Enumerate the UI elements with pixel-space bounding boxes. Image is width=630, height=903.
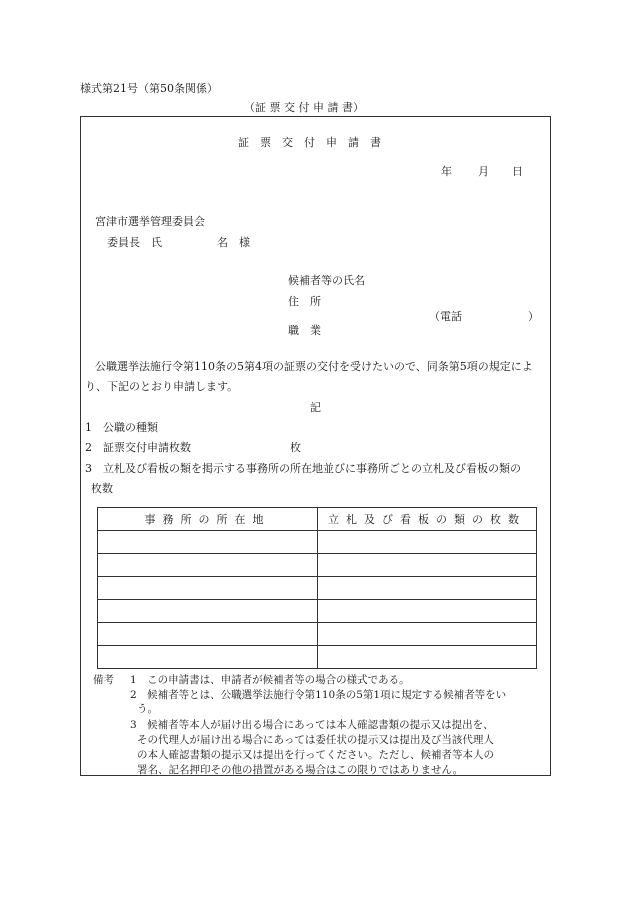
- item-1: 1 公職の種類: [85, 421, 158, 434]
- applicant-phone: （電話 ）: [429, 310, 539, 323]
- table-cell-count[interactable]: [318, 623, 537, 646]
- table-cell-location[interactable]: [98, 600, 318, 623]
- addressee-person: 委員長 氏 名 様: [107, 236, 250, 249]
- note-3-line-3: の本人確認書類の提示又は提出を行ってください。ただし、候補者等本人の: [137, 749, 494, 761]
- date-day: 日: [512, 165, 523, 178]
- note-2-line-2: う。: [137, 703, 158, 715]
- note-1: 1 この申請書は、申請者が候補者等の場合の様式である。: [130, 674, 410, 686]
- form-caption: （証 票 交 付 申 請 書）: [244, 101, 364, 114]
- table-row: [98, 600, 537, 623]
- date-month: 月: [478, 165, 489, 178]
- note-3-line-1: 3 候補者等本人が届け出る場合にあっては本人確認書類の提示又は提出を、: [130, 719, 494, 731]
- applicant-name-label: 候補者等の氏名: [288, 274, 365, 287]
- table-row: [98, 531, 537, 554]
- table-cell-count[interactable]: [318, 600, 537, 623]
- body-line-1: 公職選挙法施行令第110条の5第4項の証票の交付を受けたいので、同条第5項の規定によ: [95, 360, 533, 373]
- table-cell-location[interactable]: [98, 646, 318, 669]
- ki-heading: 記: [310, 401, 321, 414]
- applicant-address-label: 住 所: [288, 295, 321, 308]
- table-row: [98, 646, 537, 669]
- table-header-location: 事務所の所在地: [98, 508, 318, 531]
- notes-label: 備考: [93, 674, 114, 686]
- body-line-2: り、下記のとおり申請します。: [85, 380, 239, 393]
- table-cell-count[interactable]: [318, 531, 537, 554]
- table-cell-location[interactable]: [98, 531, 318, 554]
- table-cell-location[interactable]: [98, 577, 318, 600]
- form-number: 様式第21号（第50条関係）: [80, 82, 218, 95]
- table-cell-count[interactable]: [318, 646, 537, 669]
- table-cell-count[interactable]: [318, 577, 537, 600]
- table-row: [98, 577, 537, 600]
- table-row: [98, 554, 537, 577]
- item-3-line-1: 3 立札及び看板の類を掲示する事務所の所在地並びに事務所ごとの立札及び看板の類の: [85, 462, 521, 475]
- note-2-line-1: 2 候補者等とは、公職選挙法施行令第110条の5第1項に規定する候補者等をい: [130, 689, 507, 701]
- addressee-org: 宮津市選挙管理委員会: [95, 215, 205, 228]
- date-year: 年: [441, 165, 452, 178]
- table-cell-location[interactable]: [98, 554, 318, 577]
- note-3-line-4: 署名、記名押印その他の措置がある場合はこの限りではありません。: [137, 764, 464, 776]
- table-header-count: 立札及び看板の類の枚数: [318, 508, 537, 531]
- table-row: [98, 623, 537, 646]
- item-3-line-2: 枚数: [91, 482, 113, 495]
- applicant-occupation-label: 職 業: [288, 324, 321, 337]
- office-table: [97, 507, 537, 669]
- table-header-row: [98, 508, 537, 531]
- item-2: 2 証票交付申請枚数: [85, 441, 191, 454]
- form-title: 証 票 交 付 申 請 書: [238, 136, 381, 149]
- table-cell-location[interactable]: [98, 623, 318, 646]
- table-cell-count[interactable]: [318, 554, 537, 577]
- item-2-unit: 枚: [290, 441, 301, 454]
- note-3-line-2: その代理人が届け出る場合にあっては委任状の提示又は提出及び当該代理人: [137, 734, 494, 746]
